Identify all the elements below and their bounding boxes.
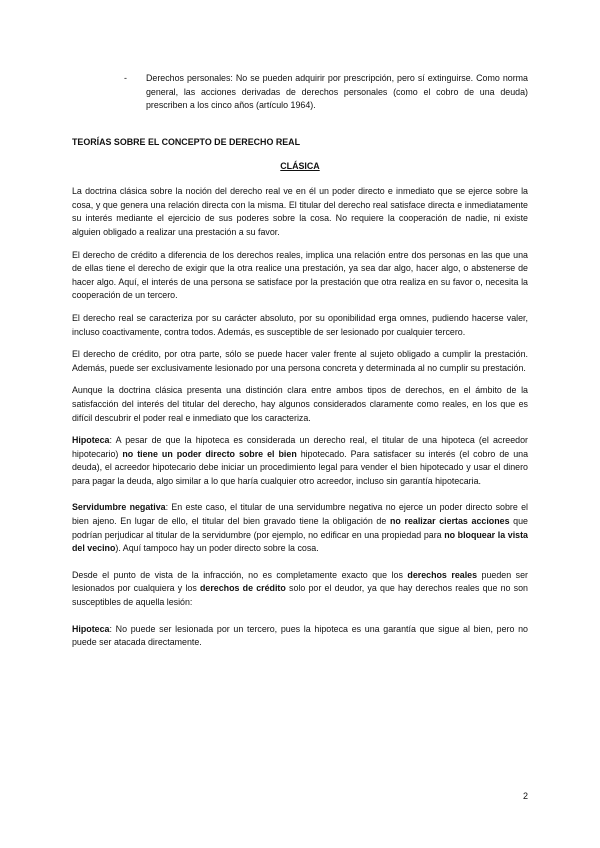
bullet-text — [146, 72, 528, 113]
infraccion-bold-2: derechos de crédito — [200, 583, 286, 594]
infraccion-text-c: solo por el deudor, ya que hay derechos reales que no son susceptibles de aquella lesión: — [72, 583, 528, 608]
hipoteca-label: Hipoteca — [72, 435, 110, 446]
servidumbre-text-c: ). Aquí tampoco hay un poder directo sobre la cosa. — [115, 543, 319, 554]
paragraph-derecho-credito: El derecho de crédito a diferencia de los derechos reales, implica una relación entre dos personas en las que una de ellas tiene el derecho de exigir que la otra realice una prestación, ya sea dar algo, hacer algo, o abstenerse de hacer algo. Aquí, el interés de una persona se satisface por la prestación que otra realiza en su favor o, necesita la cooperación de un tercero. — [72, 249, 528, 301]
servidumbre-bold-1: no realizar ciertas acciones — [389, 516, 510, 527]
bullet-body: : No se pueden adquirir por prescripción, pero sí extinguirse. Como norma general, las acciones derivadas de derechos personales (como el cobro de una deuda) prescriben a los cinco años (artículo 1964). — [146, 73, 528, 111]
section-subheading: CLÁSICA — [280, 160, 320, 171]
paragraph-derecho-real-absoluto: El derecho real se caracteriza por su carácter absoluto, por su oponibilidad erga omnes, pudiendo hacerse valer, incluso coactivamente, contra todos. Además, es susceptible de ser lesionado por cualquier tercero. — [72, 312, 528, 337]
servidumbre-text-b: que podrían perjudicar al titular de la servidumbre (por ejemplo, no edificar en una propiedad para — [72, 516, 528, 540]
hipoteca-text-a: : A pesar de que la hipoteca es considerada un derecho real, el titular de una hipoteca (el acreedor hipotecario) — [72, 435, 528, 459]
main-content — [72, 136, 528, 659]
paragraph-distincion: Aunque la doctrina clásica presenta una distinción clara entre ambos tipos de derechos, en el ámbito de la satisfacción del interés del titular del derecho, hay algunos considerados claramente como reales, en los que es difícil descubrir el poder real e inmediato que los caracteriza. — [72, 385, 528, 423]
bullet-dash: - — [124, 73, 127, 83]
servidumbre-text-a: : En este caso, el titular de una servidumbre negativa no ejerce un poder directo sobre el bien ajeno. En lugar de ello, el titular del bien gravado tiene la obligación de — [72, 502, 529, 527]
infraccion-text-a: Desde el punto de vista de la infracción, no es completamente exacto que los — [72, 569, 408, 580]
page-number: 2 — [522, 791, 528, 801]
paragraph-credito-lesion: El derecho de crédito, por otra parte, sólo se puede hacer valer frente al sujeto obligado a cumplir la prestación. Además, puede ser exclusivamente lesionado por una persona concreta y determinada al no cumplir su prestación. — [72, 349, 528, 373]
hipoteca-text-b: hipotecado. Para satisfacer su interés (el cobro de una deuda), el acreedor hipotecario debe iniciar un procedimiento legal para vender el bien hipotecado y usar el dinero para pagar la deuda, algo similar a lo que haría cualquier otro acreedor, incluso sin garantía hipotecaria. — [72, 448, 529, 486]
hipoteca-bold: no tiene un poder directo sobre el bien — [122, 448, 297, 459]
hipoteca2-text: : No puede ser lesionada por un tercero, pues la hipoteca es una garantía que sigue al bien, pero no puede ser atacada directamente. — [72, 623, 528, 648]
paragraph-servidumbre — [72, 501, 528, 555]
hipoteca2-label: Hipoteca — [72, 623, 110, 634]
infraccion-text-b: pueden ser lesionados por cualquiera y los — [72, 569, 528, 594]
paragraph-hipoteca-lesion — [72, 623, 528, 650]
paragraph-doctrina-clasica: La doctrina clásica sobre la noción del derecho real ve en él un poder directo e inmediato que se ejerce sobre la cosa, y que genera una relación directa con la misma. El titular del derecho real satisface directa e inmediatamente su interés mediante el ejercicio de sus poderes sobre la cosa. No requiere la cooperación de nadie, ni existe alguien obligado a realizar una prestación a su favor. — [72, 186, 528, 237]
paragraph-hipoteca — [72, 434, 528, 488]
infraccion-bold-1: derechos reales — [407, 569, 478, 580]
servidumbre-label: Servidumbre negativa — [72, 502, 166, 513]
paragraph-infraccion — [72, 569, 528, 610]
bullet-item — [124, 72, 528, 113]
bullet-label: Derechos personales — [146, 73, 231, 83]
servidumbre-bold-2: no bloquear la vista del vecino — [72, 529, 528, 554]
section-heading: TEORÍAS SOBRE EL CONCEPTO DE DERECHO REAL — [72, 137, 300, 147]
